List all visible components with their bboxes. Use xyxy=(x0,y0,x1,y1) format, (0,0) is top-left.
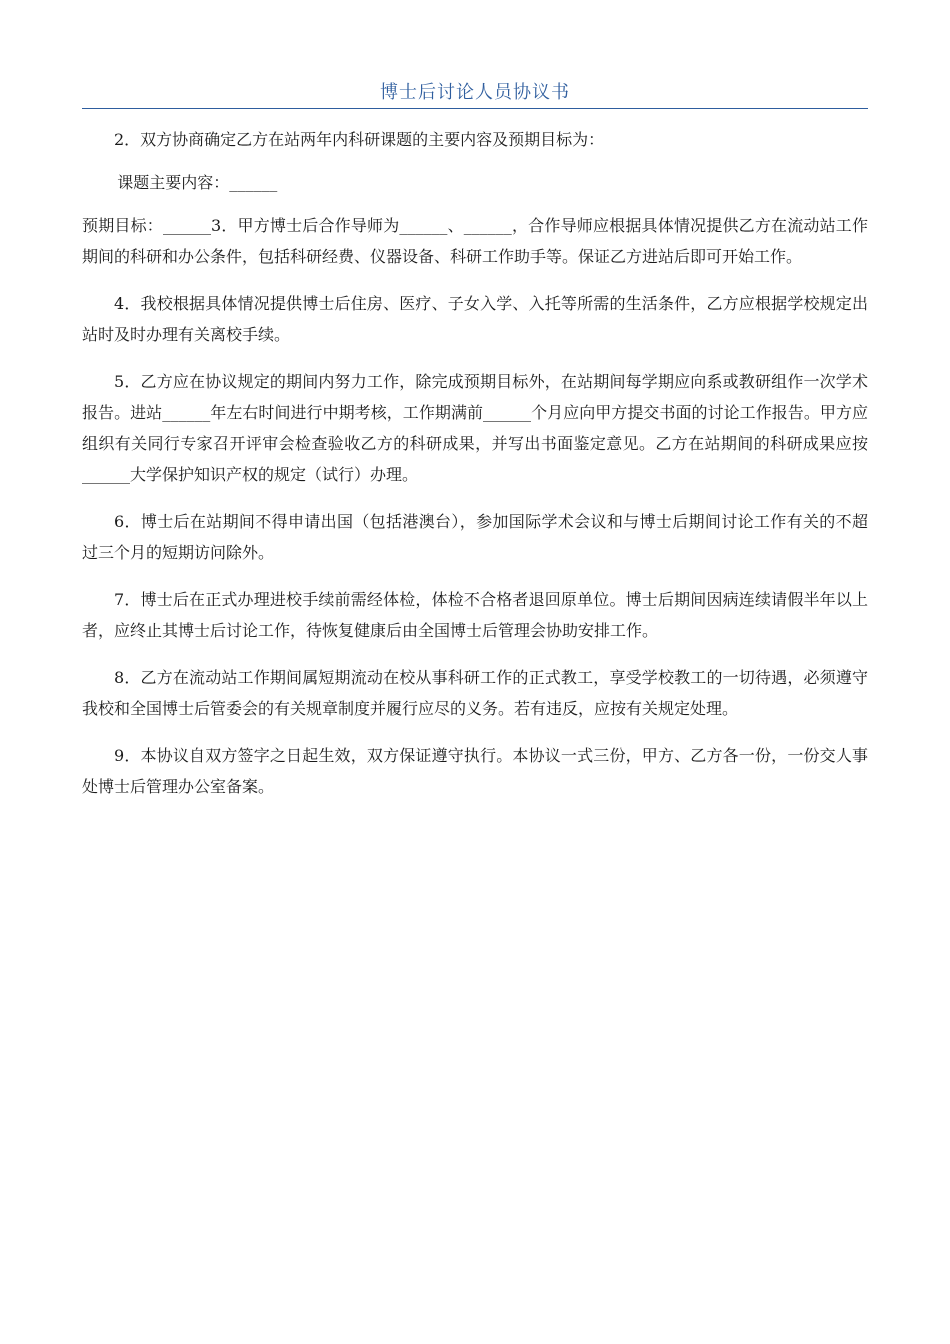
document-body xyxy=(82,124,868,818)
clause-2: 2．双方协商确定乙方在站两年内科研课题的主要内容及预期目标为： xyxy=(114,130,605,149)
page-header xyxy=(82,80,868,109)
clause-4: 4．我校根据具体情况提供博士后住房、医疗、子女入学、入托等所需的生活条件，乙方应根据学校规定出站时及时办理有关离校手续。 xyxy=(82,294,868,344)
clause-9: 9．本协议自双方签字之日起生效，双方保证遵守执行。本协议一式三份，甲方、乙方各一份，一份交人事处博士后管理办公室备案。 xyxy=(82,746,868,796)
clause-5: 5．乙方应在协议规定的期间内努力工作，除完成预期目标外，在站期间每学期应向系或教研组作一次学术报告。进站______年左右时间进行中期考核，工作期满前______个月应向甲方提交书面的讨论工作报告。甲方应组织有关同行专家召开评审会检查验收乙方的科研成果，并写出书面鉴定意见。乙方在站期间的科研成果应按______大学保护知识产权的规定（试行）办理。 xyxy=(82,372,868,484)
clause-3: 预期目标：______3．甲方博士后合作导师为______、______，合作导师应根据具体情况提供乙方在流动站工作期间的科研和办公条件，包括科研经费、仪器设备、科研工作助手等。保证乙方进站后即可开始工作。 xyxy=(82,216,868,266)
clause-2-topic: 课题主要内容：______ xyxy=(117,173,278,192)
page-title: 博士后讨论人员协议书 xyxy=(380,82,570,103)
clause-6: 6．博士后在站期间不得申请出国（包括港澳台），参加国际学术会议和与博士后期间讨论工作有关的不超过三个月的短期访问除外。 xyxy=(82,512,868,562)
clause-7: 7．博士后在正式办理进校手续前需经体检，体检不合格者退回原单位。博士后期间因病连续请假半年以上者，应终止其博士后讨论工作，待恢复健康后由全国博士后管理会协助安排工作。 xyxy=(82,590,868,640)
clause-8: 8．乙方在流动站工作期间属短期流动在校从事科研工作的正式教工，享受学校教工的一切待遇，必须遵守我校和全国博士后管委会的有关规章制度并履行应尽的义务。若有违反，应按有关规定处理。 xyxy=(82,668,868,718)
